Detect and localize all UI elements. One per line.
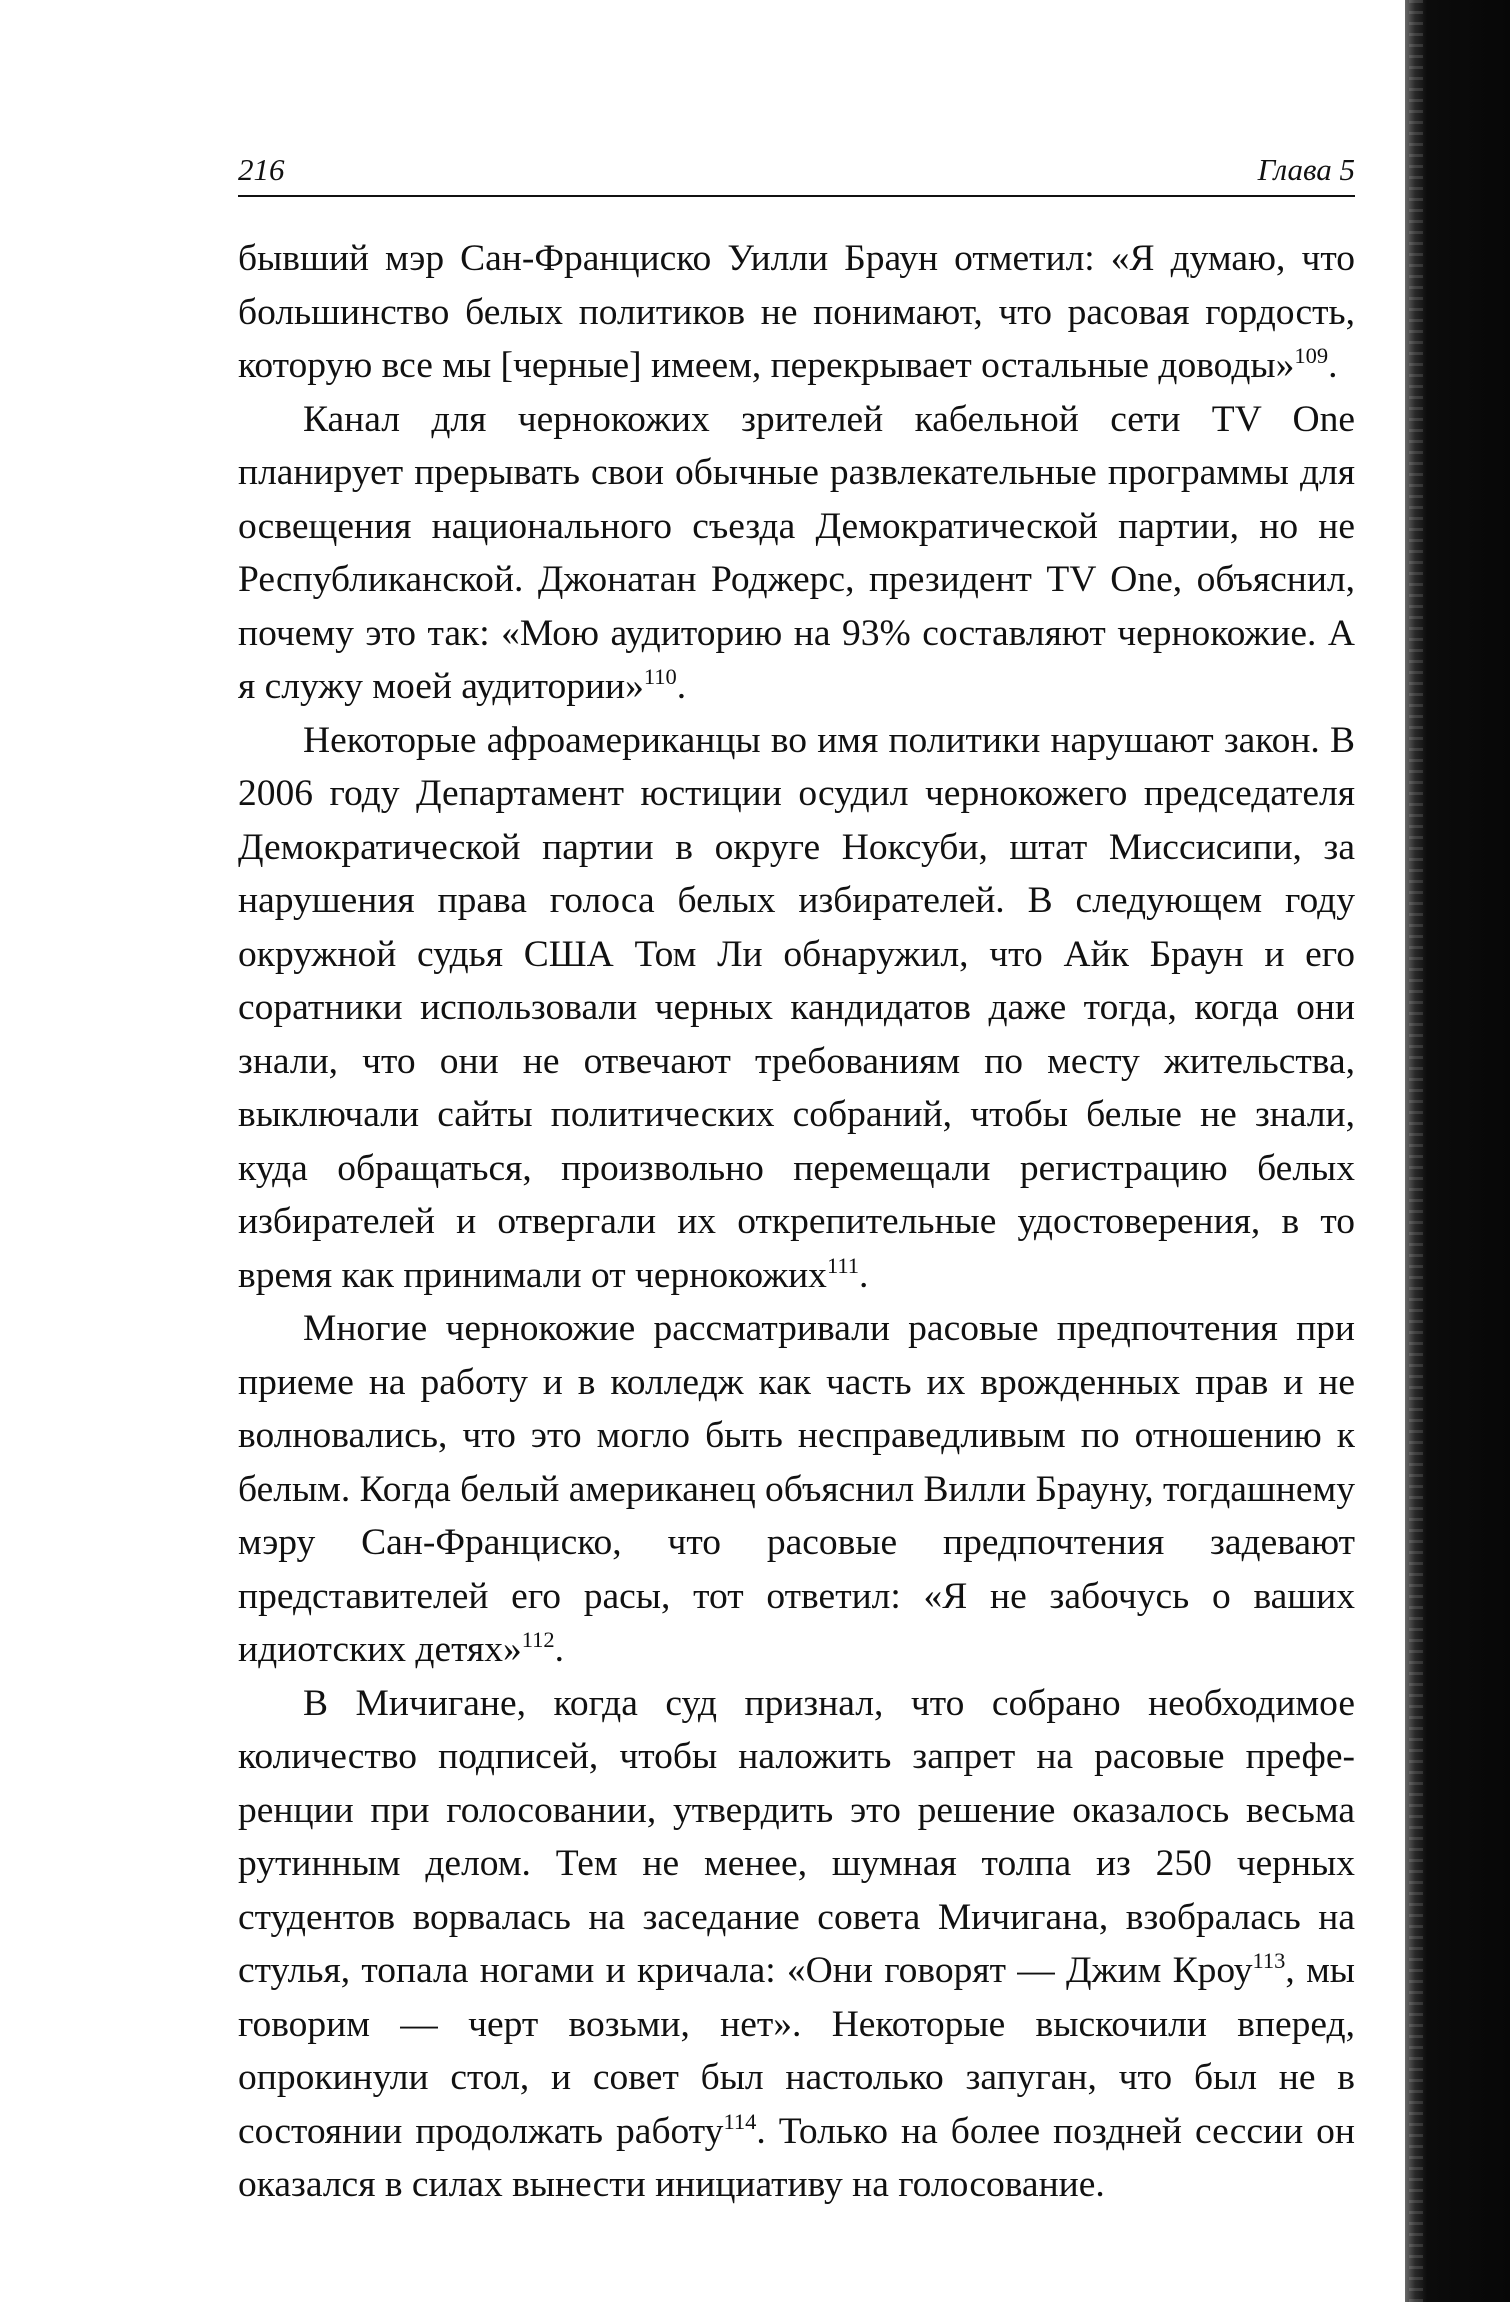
paragraph-3 — [238, 714, 1355, 1303]
chapter-label: Глава 5 — [1257, 152, 1355, 187]
paragraph-5 — [238, 1677, 1355, 2212]
footnote-ref-109: 109 — [1294, 343, 1329, 369]
paragraph-text: В Мичигане, когда суд признал, что собрано необходимое количество подписей, чтобы наложить запрет на расовые преференции при голосовании, утвердить это решение оказалось весьма рутинным делом. Тем не менее, шумная толпа из 250 черных студентов ворвалась на заседание совета Мичигана, взобралась на стулья, топала ногами и кричала: «Они говорят — Джим Кроу — [238, 1682, 1355, 1991]
paragraph-text: . — [859, 1254, 869, 1296]
header-rule — [238, 195, 1355, 197]
paragraph-text: . — [676, 666, 687, 707]
footnote-ref-110: 110 — [643, 664, 677, 690]
footnote-ref-113: 113 — [1252, 1948, 1286, 1974]
paragraph-text: . Только на более поздней сессии он оказался в силах вынести инициативу на голосование. — [238, 2110, 1356, 2205]
paragraph-1 — [238, 232, 1355, 393]
paragraph-text: Некоторые афроамериканцы во имя политики нарушают закон. В 2006 году Департамент юстиции осудил чернокожего председателя Демократической партии в округе Ноксуби, штат Миссисипи, за нарушения права голоса белых избирателей. В следующем году окружной судья США Том Ли обнаружил, что Айк Браун и его соратники использовали черных кандидатов даже тогда, когда они знали, что они не отвечают требованиям по месту жительства, выключали сайты политических собраний, чтобы белые не знали, куда обращаться, произвольно перемещали регистрацию белых избирателей и отвергали их открепительные удостоверения, в то время как принимали от чернокожих — [238, 719, 1355, 1296]
running-head — [238, 150, 1355, 190]
paragraph-4 — [238, 1302, 1355, 1677]
footnote-ref-111: 111 — [826, 1252, 860, 1278]
footnote-ref-112: 112 — [521, 1627, 555, 1653]
paragraph-text: бывший мэр Сан-Франциско Уилли Браун отметил: «Я думаю, что большинство белых политиков не понимают, что расовая гордость, которую все мы [черные] имеем, перекрывает остальные доводы» — [238, 238, 1355, 386]
footnote-ref-114: 114 — [723, 2108, 757, 2134]
page-number: 216 — [238, 152, 285, 187]
paragraph-text: Канал для чернокожих зрителей кабельной сети TV One планирует прерывать свои обычные развлекательные программы для освещения национального съезда Демократической партии, но не Республиканской. Джонатан Роджерс, президент TV One, объяснил, почему это так: «Мою аудиторию на 93% составляют чернокожие. А я служу моей аудитории» — [238, 398, 1355, 707]
body-text — [238, 232, 1355, 2212]
scan-shadow-edge — [1405, 0, 1510, 2302]
paragraph-text: . — [1328, 345, 1338, 386]
paragraph-text: , мы говорим — черт возьми, нет». Некоторые выскочили вперед, опрокинули стол, и совет был настолько запуган, что был не в состоянии продолжать работу — [238, 1950, 1355, 2152]
paragraph-text: . — [554, 1629, 565, 1670]
paragraph-2 — [238, 393, 1355, 714]
paragraph-text: Многие чернокожие рассматривали расовые предпочтения при приеме на работу и в колледж как часть их врожденных прав и не волновались, что это могло быть несправедливым по отношению к белым. Когда белый американец объяснил Вилли Брауну, тогдашнему мэру Сан-Франциско, что расовые предпочтения задевают представителей его расы, тот ответил: «Я не забочусь о ваших идиотских детях» — [238, 1308, 1355, 1670]
